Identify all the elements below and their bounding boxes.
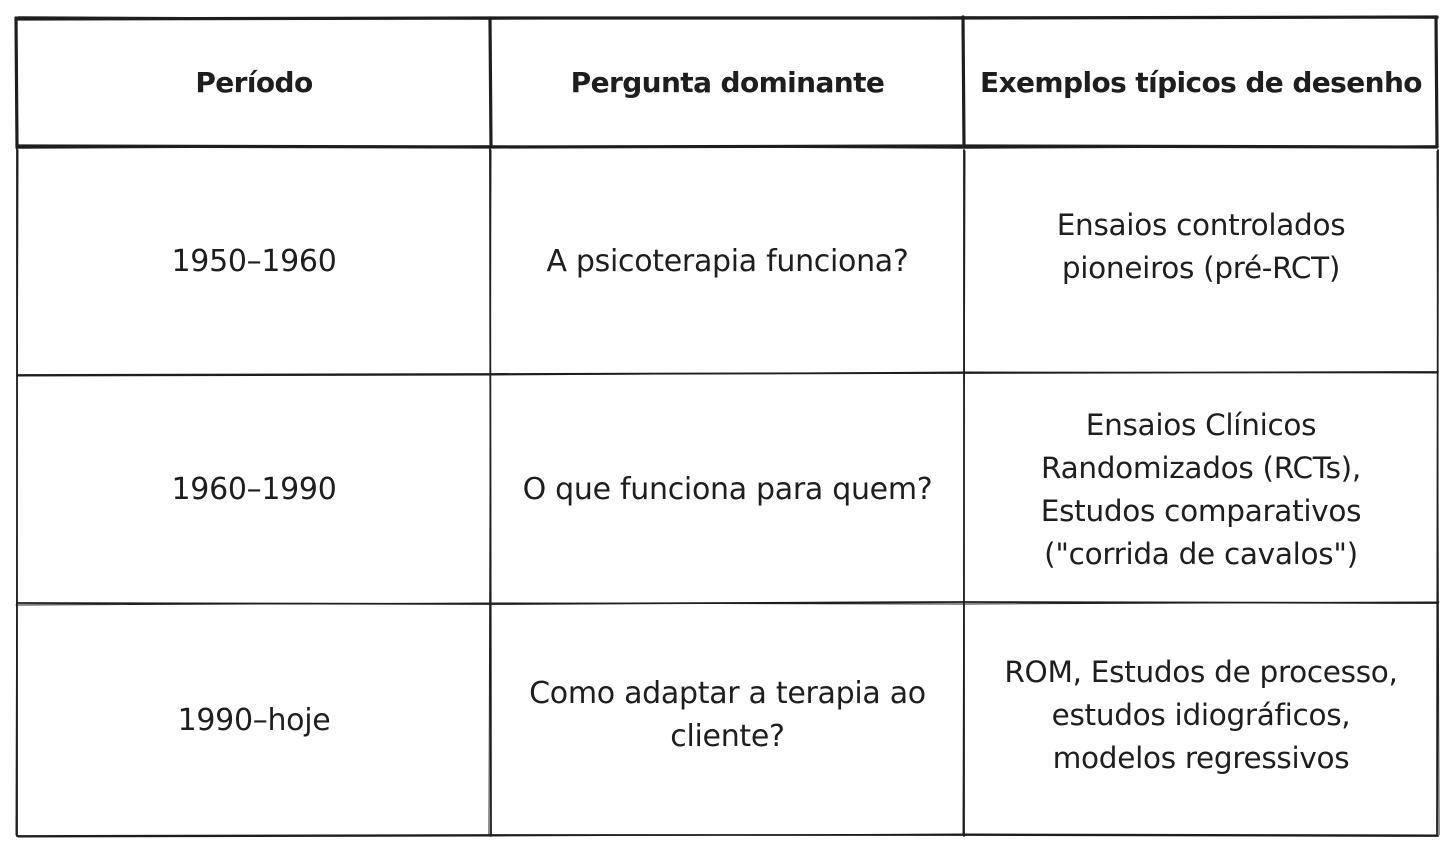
cell-text: 1950–1960: [171, 243, 337, 279]
cell-text: 1960–1990: [171, 472, 337, 507]
table-cell-period: [17, 604, 491, 836]
table-cell-examples: [964, 375, 1438, 604]
header-cell-exemplos-tipicos: [964, 18, 1438, 147]
header-label: Exemplos típicos de desenho: [980, 66, 1422, 99]
header-cell-periodo: [17, 18, 491, 147]
cell-text: ROM, Estudos de processo, estudos idiográficos, modelos regressivos: [1004, 654, 1398, 775]
cell-text: Ensaios Clínicos Randomizados (RCTs), Estudos comparativos ("corrida de cavalos"): [1040, 407, 1362, 571]
table-cell-period: [17, 375, 491, 604]
cell-text: A psicoterapia funciona?: [546, 243, 909, 279]
table-cell-question: [491, 604, 964, 836]
cell-text: Como adaptar a terapia ao cliente?: [529, 676, 926, 754]
table-cell-question: [491, 147, 964, 375]
table-cell-question: [491, 375, 964, 604]
cell-text: O que funciona para quem?: [522, 472, 933, 507]
table-cell-examples: [964, 147, 1438, 375]
cell-text: Ensaios controlados pioneiros (pré-RCT): [1056, 208, 1346, 285]
table-cell-period: [17, 147, 491, 375]
header-cell-pergunta-dominante: [491, 18, 964, 147]
header-label: Pergunta dominante: [570, 66, 885, 99]
table-cell-examples: [964, 604, 1438, 836]
cell-text: 1990–hoje: [177, 702, 331, 738]
header-label: Período: [195, 66, 313, 99]
